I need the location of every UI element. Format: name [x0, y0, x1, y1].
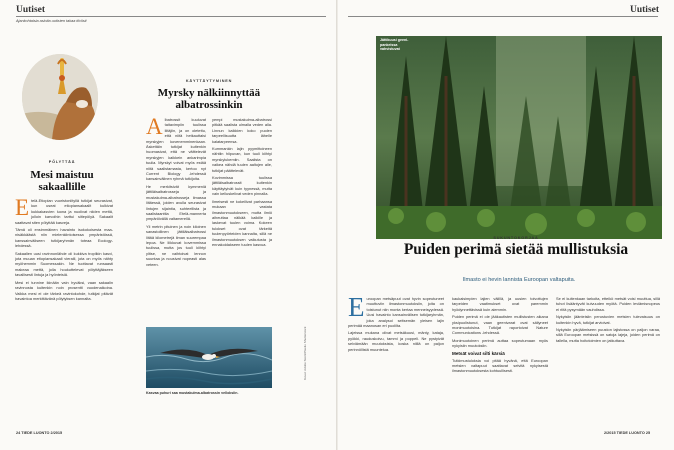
albatross-column-1 — [146, 117, 206, 320]
gene-column-1 — [348, 296, 444, 426]
albatross-dropcap: A — [146, 117, 163, 139]
gene-col2-p1: kaukaisimpien lajien välillä, ja uusien toivottujen tarpeiden vaatimukset ovat paremmin hyödynnettävissä kuin aiemmin. — [452, 296, 548, 312]
spine-gutter — [336, 0, 338, 450]
gene-col2-p2: Puiden perimä ei ole jääkautisten mullistusten aikana yksipuolistunut, vaan geenivarat ovat säilyneet monimuotoisina. Tutkijat raportoivat Nature Communications -lehdessä. — [452, 314, 548, 336]
gene-column-2 — [452, 296, 548, 426]
photo-credit: Kuvat: Adobe Stock/Pixelio Shutterstock — [303, 326, 307, 380]
gene-subhead: Metsät voivat silti kärsiä — [452, 350, 505, 356]
albatross-col1-p3: Yli metrin pituinen ja noin kiloinen sanastollinen jättiläisalbatrossi liitää kilometrejä ilman suurempaa lepoa. Ne liikkuvat kovemmissa tuulissa, mutta jos tuuli kiihtyi ylitse, ne vaihtoivat lennon suuntaa ja nousivat nopeasti alas veteen. — [146, 223, 206, 267]
tagline: Ajankohtaisia asioita uutisten takaa tiiviisti — [16, 19, 87, 23]
albatross-col1-p1: lbatrossit kuuluvat taitavimpiin tuulissa liitäjiin, ja on oletettu, että niitä hetkauttaisi myrskyjen kovenemminenkaan. Äskettäin tutkijat kuitenkin huomasivat, että ne välttelevät myrskyjen kaikkein ankarimpia tuulia. Myrskyt voivat myös estää niitä saalistamasta, kertoo nyt Current Biology -lehdessä kansainvälinen ryhmä tutkijoita. — [146, 117, 206, 182]
albatross-col2-p2: Kummankin lajin pyymittoineen nähtiin hiipuvan, kun tuuli kiihtyi myrskylukemiin. Saalista on vaikea nähdä tuulen aaltojen alle, tutkijat päättelevät. — [212, 146, 272, 173]
gene-kicker: SUKUNTOKORJAA — [493, 236, 539, 240]
gene-col1-p2: Lajeissa mukana olivat metsäkuusi, mänty, kataja, pyökki, rauduskoivu, tammi ja poppeli. Ne pystyivät selviämään muutoksista, koska niillä on paljon perinnöllistä muuntelua. — [348, 330, 444, 352]
gene-deck: Ilmasto ei hevin lannista Euroopan valtapuita. — [462, 277, 576, 283]
bird-paragraph-1: telä-Etiopian vuoristoniityllä tutkijat seurasivat, kun useat etiopiansakaalit kulkivat kukkakasvien luona ja nuolivat niiden mettä, jolloin karvoihin tarttui siitepölyä. Sakaalit saattavat siten pölyttää kasveja. — [15, 198, 113, 225]
jackal-flower-photo — [22, 54, 98, 140]
forest-photo-label: Jättikuusi geeni- pankeissa vahvistuvat — [380, 38, 409, 52]
gene-col3-p1: Se ei kuitenkaan tarkoita, etteikö metsät voisi muuttua, sillä tuhot lisääntyvät kuivuuden myötä. Puiden leviämisnopeus ei riitä pysymään vauhdissa. — [556, 296, 660, 312]
albatross-photo — [146, 327, 272, 388]
albatross-column-2 — [212, 117, 272, 320]
gene-col2-p3: Monimuotoinen perimä auttaa sopeutumaan myös nykyisiin muutoksiin. — [452, 337, 548, 349]
bird-story-kicker: PÖLYTTÄÄ — [48, 160, 76, 164]
left-folio: 24 TIEDE LUONTO 2/2015 — [16, 431, 63, 435]
albatross-headline: Myrsky nälkiinnyttää albatrossinkin — [157, 87, 261, 111]
albatross-caption: Kasvaa puhuri saa mustakulma-albatrossin velloksiin. — [146, 391, 239, 395]
albatross-col2-p1: yempi mustakulma-albatrossi pitkää saalista ulmalla veden alla. Linnun kaikkien koko puolen tarpeellisuutta lähelle kalatarpeensa. — [212, 117, 272, 144]
forest-photo — [376, 36, 662, 239]
gene-col1-p1: uroopan metsäpuut ovat hyvin sopeutuneet muuttuviin ilmastonmuutoksiin, joita on toistunut niin monta kertaa menneisyydessä. Uusi havainto kansainvälisen tutkijaryhmän, joka analysoi seitsemän yleisen lajin perimää maanosan eri puolilta. — [348, 296, 444, 329]
header-rule-left — [16, 16, 326, 17]
bird-story-headline: Mesi maistuu sakaallille — [30, 169, 94, 193]
gene-column-3 — [556, 296, 660, 426]
gene-col2-p4: Tutkimustuloksia voi pitää hyvänä, että Euroopan metsien valtapuut saattavat selvitä nykyisestä ilmastonmuutoksesta kohtuullisesti. — [452, 357, 548, 374]
gene-col3-p2: Nykyisiin jäänteisiin perustuvien metsien tulevaisuus on kuitenkin hyvä, tutkijat arvioivat. — [556, 314, 660, 325]
gene-dropcap: E — [348, 296, 365, 322]
albatross-col2-p4: Ilmeisesti ne kokeilivat parhaansa mukaan vastata ilmastonmuutokseen, mutta ilmiö aiheuttaa nälkää kaikille ja laskevat tuulen voima. Kokeen tulokset ovat tärkeitä tuulenpyörteiden kannalta, sillä ne ilmastonmuutoksen vaikutusta ja ennakoidakseen tuulen kasvua. — [212, 198, 272, 247]
header-rule-right — [348, 16, 658, 17]
right-folio: 2/2015 TIEDE LUONTO 25 — [604, 431, 651, 435]
albatross-col2-p3: Kovimmissa tuulissa jättiläisalbatrossit kuitenkin käyttäytyivät kuin tyynessä, mutta vain kelluskelivat veden pinnalla. — [212, 175, 272, 197]
bird-dropcap: E — [15, 198, 30, 220]
bird-story-column — [15, 198, 113, 423]
albatross-col1-p2: He merkitsivät kymmeniä jättiläisalbatrosseja ja mustakulma-albatrosseja ilmassa liitäessä, joiden avulla seurasivat lintujen sijaintia, suhteellista ja saalistaanttia Etelä-mannerta ympäröivällä valtamerellä. — [146, 183, 206, 222]
albatross-kicker: KÄYTTÄYTYMINEN — [185, 79, 233, 83]
bird-paragraph-3: Sakaalien uusi ravinnonlähde oli kukkiva tropiikin kasvi, jota muuan etiopiansakaali vieraili, jota on myös nähty myöhemmin Suomessakin. Ne tuottavat runsaasti makeaa mettä, jolla houkuttelevat pölyttäjäkseen tavallisesti lintuja ja hyönteisiä. — [15, 250, 113, 278]
bird-paragraph-4: Mesi ei tunnine ikinään vain hyväksi, vaan sakaalin ravinnosta kuitenkin noin prosentti vuodenaikoina. Vaikka mesi ei ole tärkeä ravintokohde, tutkijat pitävät havaintoa merkittävänä pölytyksen kannalta. — [15, 279, 113, 301]
gene-col3-p3: Nykyisiin pärjäämiseen puuston lajistossa on paljon varaa, sillä Euroopan metsissä on satoja lajeja, joiden perimä on tallella, mutta hoitotoimien on jatkuttava. — [556, 327, 660, 343]
section-title-right: Uutiset — [630, 5, 660, 15]
gene-headline: Puiden perimä sietää mullistuksia — [403, 241, 629, 258]
section-title-left: Uutiset — [16, 5, 46, 15]
bird-paragraph-2: Tämä oli ensimmäinen havainto isokokoisesta maa-nisäkkäästä niin mielenkiintoisessa ympäristössä, kanssainväliseen tutkijaryhmän toteaa Ecology-lehdessä. — [15, 227, 113, 249]
